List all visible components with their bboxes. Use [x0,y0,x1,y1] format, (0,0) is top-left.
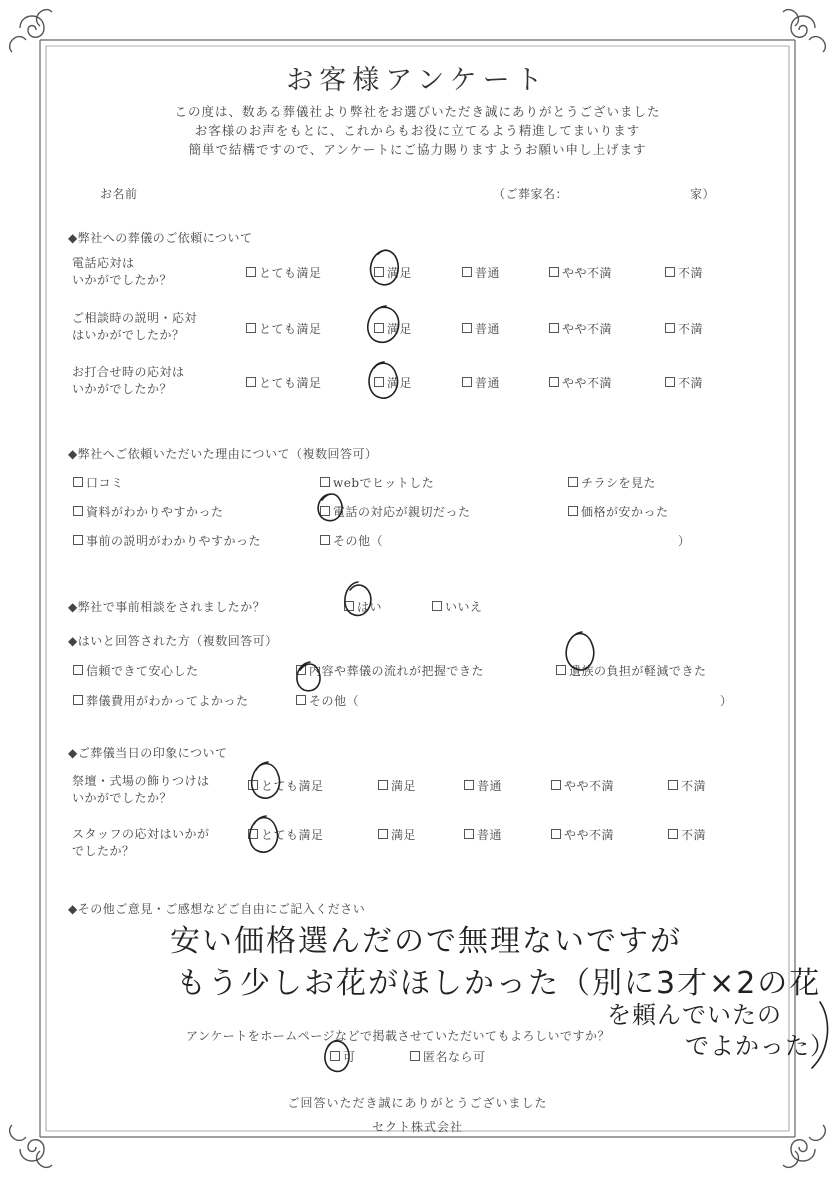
rating-option[interactable] [246,320,322,337]
no-option[interactable] [432,598,483,615]
checkbox[interactable] [462,267,472,277]
rating-option[interactable] [462,264,500,281]
checkbox[interactable] [568,506,578,516]
rating-option[interactable] [246,264,322,281]
rating-option[interactable] [665,264,703,281]
option-label: 資料がわかりやすかった [86,505,224,519]
option-label: やや不満 [562,266,613,280]
rating-option[interactable] [549,320,612,337]
option-label: 普通 [475,376,501,390]
company-name: セクト株式会社 [371,1120,463,1134]
option-label: 満足 [387,376,413,390]
checkbox[interactable] [73,535,83,545]
question-line: でしたか？ [72,844,135,858]
family-name-label: （ご葬家名： [493,187,569,201]
checkbox[interactable] [464,829,474,839]
section-heading-request: ◆弊社への葬儀のご依頼について [68,231,253,245]
checkbox[interactable] [551,780,561,790]
option-label: やや不満 [562,376,613,390]
page-title: お客様アンケート [286,65,549,96]
option-label: 価格が安かった [581,505,669,519]
checkbox[interactable] [378,780,388,790]
rating-option[interactable] [378,826,416,843]
checkbox[interactable] [296,695,306,705]
option-label: 普通 [477,828,503,842]
checkbox[interactable] [464,780,474,790]
checkbox[interactable] [665,323,675,333]
option-label: とても満足 [259,266,322,280]
checkbox[interactable] [246,377,256,387]
checkbox[interactable] [549,377,559,387]
rating-option[interactable] [462,320,500,337]
rating-option[interactable] [665,374,703,391]
publish-anonymous-option[interactable] [410,1048,486,1065]
question-meeting [72,364,185,398]
checkbox[interactable] [73,665,83,675]
option-label: 満足 [387,266,413,280]
question-line: 電話応対は [72,256,135,270]
option-label: 不満 [678,322,704,336]
checkbox[interactable] [374,377,384,387]
checkbox[interactable] [551,829,561,839]
reason-option[interactable] [568,503,669,520]
question-line: ご相談時の説明・応対 [72,311,198,325]
option-label: 葬儀費用がわかってよかった [86,694,249,708]
checkbox[interactable] [296,665,306,675]
question-phone [72,255,172,289]
followup-option[interactable] [73,692,249,709]
checkbox[interactable] [374,267,384,277]
option-label: 満足 [391,828,417,842]
reason-option[interactable] [568,474,656,491]
option-label: とても満足 [261,779,324,793]
rating-option[interactable] [374,264,412,281]
option-label: 満足 [391,779,417,793]
option-label: 遺族の負担が軽減できた [569,664,707,678]
checkbox[interactable] [73,695,83,705]
reason-option[interactable] [73,503,224,520]
checkbox[interactable] [374,323,384,333]
question-line: スタッフの応対はいかが [72,827,210,841]
rating-option[interactable] [551,777,614,794]
option-label: 電話の対応が親切だった [333,505,471,519]
intro-line-3: 簡単で結構ですので、アンケートにご協力賜りますようお願い申し上げます [188,142,647,157]
option-label: やや不満 [564,828,615,842]
section-heading-comments: ◆その他ご意見・ご感想などご自由にご記入ください [68,902,366,916]
followup-option[interactable] [556,662,707,679]
checkbox[interactable] [410,1051,420,1061]
handwritten-comment-line-4: でよかった） [685,1032,835,1060]
option-label: 信頼できて安心した [86,664,199,678]
checkbox[interactable] [320,535,330,545]
rating-option[interactable] [668,777,706,794]
checkbox[interactable] [73,506,83,516]
yes-option[interactable] [344,598,382,615]
reason-option[interactable] [320,474,434,491]
option-label: いいえ [445,600,483,614]
checkbox[interactable] [73,477,83,487]
reason-option[interactable] [73,532,261,549]
checkbox[interactable] [344,601,354,611]
section-heading-funeral-day: ◆ご葬儀当日の印象について [68,746,228,760]
question-line: 祭壇・式場の飾りつけは [72,774,210,788]
other-close-paren: ） [720,694,733,708]
option-label: 不満 [681,779,707,793]
checkbox[interactable] [462,377,472,387]
question-line: お打合せ時の応対は [72,365,185,379]
checkbox[interactable] [549,267,559,277]
checkbox[interactable] [668,829,678,839]
option-label: 不満 [678,376,704,390]
rating-option[interactable] [464,826,502,843]
option-label: その他（ [333,534,384,548]
checkbox[interactable] [320,477,330,487]
option-label: webでヒットした [333,476,435,490]
section-heading-yes-followup: ◆はいと回答された方（複数回答可） [68,634,278,648]
checkbox[interactable] [378,829,388,839]
option-label: とても満足 [259,376,322,390]
followup-option[interactable] [296,662,484,679]
other-close-paren: ） [678,534,691,548]
checkbox[interactable] [320,506,330,516]
rating-option[interactable] [248,826,324,843]
question-consultation [72,310,197,344]
option-label: 普通 [475,322,501,336]
option-label: やや不満 [564,779,615,793]
rating-option[interactable] [551,826,614,843]
handwritten-comment-line-1: 安い価格選んだので無理ないですが [170,924,682,959]
reason-option[interactable] [73,474,124,491]
rating-option[interactable] [665,320,703,337]
checkbox[interactable] [248,829,258,839]
option-label: 不満 [678,266,704,280]
option-label: 可 [343,1050,356,1064]
question-decoration [72,773,210,807]
checkbox[interactable] [556,665,566,675]
option-label: とても満足 [261,828,324,842]
closing-thanks: ご回答いただき誠にありがとうございました [287,1096,548,1110]
question-line: いかがでしたか？ [72,791,173,805]
section-heading-reasons: ◆弊社へご依頼いただいた理由について（複数回答可） [68,447,378,461]
checkbox[interactable] [246,323,256,333]
checkbox[interactable] [432,601,442,611]
rating-option[interactable] [374,320,412,337]
question-line: いかがでしたか？ [72,273,173,287]
question-staff [72,826,210,860]
rating-option[interactable] [248,777,324,794]
rating-option[interactable] [378,777,416,794]
intro-line-2: お客様のお声をもとに、これからもお役に立てるよう精進してまいります [194,123,641,138]
handwritten-comment-line-2: もう少しお花がほしかった（別に3才×2の花 [176,966,822,1001]
reason-option-other[interactable] [320,532,383,549]
rating-option[interactable] [462,374,500,391]
option-label: はい [357,600,383,614]
checkbox[interactable] [330,1051,340,1061]
publish-question: アンケートをホームページなどで掲載させていただいてもよろしいですか？ [186,1029,611,1043]
option-label: 事前の説明がわかりやすかった [86,534,262,548]
section-heading-pre-consult: ◆弊社で事前相談をされましたか？ [68,600,266,614]
rating-option[interactable] [246,374,322,391]
checkbox[interactable] [248,780,258,790]
name-label: お名前 [100,187,138,201]
rating-option[interactable] [464,777,502,794]
checkbox[interactable] [568,477,578,487]
handwritten-comment-line-3: を頼んでいたの [607,1001,782,1029]
reason-option[interactable] [320,503,471,520]
rating-option[interactable] [668,826,706,843]
followup-option-other[interactable] [296,692,359,709]
option-label: やや不満 [562,322,613,336]
rating-option[interactable] [374,374,412,391]
option-label: その他（ [309,694,360,708]
option-label: 内容や葬儀の流れが把握できた [309,664,485,678]
checkbox[interactable] [668,780,678,790]
checkbox[interactable] [246,267,256,277]
option-label: チラシを見た [581,476,657,490]
question-line: いかがでしたか？ [72,382,173,396]
rating-option[interactable] [549,374,612,391]
option-label: 普通 [477,779,503,793]
checkbox[interactable] [462,323,472,333]
checkbox[interactable] [549,323,559,333]
intro-line-1: この度は、数ある葬儀社より弊社をお選びいただき誠にありがとうございました [174,104,661,119]
option-label: とても満足 [259,322,322,336]
option-label: 不満 [681,828,707,842]
checkbox[interactable] [665,267,675,277]
option-label: 匿名なら可 [423,1050,486,1064]
family-name-suffix: 家） [690,187,716,201]
option-label: 口コミ [86,476,124,490]
option-label: 普通 [475,266,501,280]
publish-ok-option[interactable] [330,1048,356,1065]
question-line: はいかがでしたか？ [72,328,185,342]
followup-option[interactable] [73,662,199,679]
checkbox[interactable] [665,377,675,387]
option-label: 満足 [387,322,413,336]
rating-option[interactable] [549,264,612,281]
